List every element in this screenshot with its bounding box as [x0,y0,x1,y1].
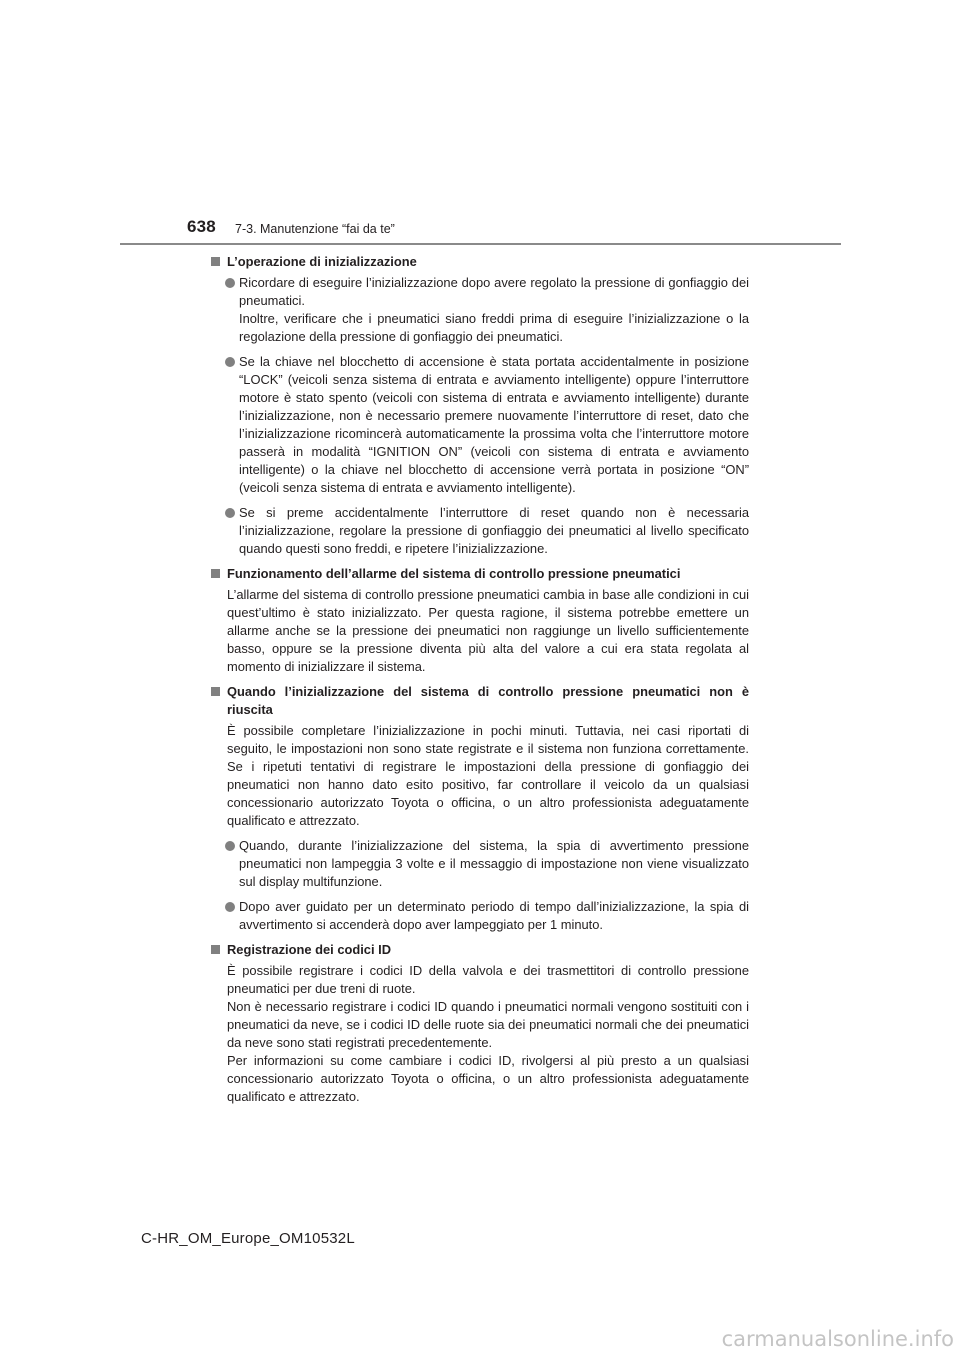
bullet-text: Ricordare di eseguire l’inizializzazione dopo avere regolato la pressione di gonfiaggio dei pneumatici. [239,275,749,308]
paragraph-text: L’allarme del sistema di controllo pressione pneumatici cambia in base alle condizioni in cui quest’ultimo è stato inizializzato. Per questa ragione, il sistema potrebbe emettere un allarme anche se la pressione dei pneumatici non raggiunge un livello sufficientemente basso, oppure se la pressione diventa più alta del valore a cui era stata regolata al momento di inizializzare il sistema. [227,587,749,674]
bullet-item [211,898,749,934]
square-bullet-icon [211,257,220,266]
section-title: L’operazione di inizializzazione [227,254,417,269]
section-heading [211,941,749,959]
section-title: Registrazione dei codici ID [227,942,392,957]
section-heading [211,565,749,583]
bullet-text: Inoltre, verificare che i pneumatici siano freddi prima di eseguire l’inizializzazione o la regolazione della pressione di gonfiaggio dei pneumatici. [239,311,749,344]
circle-bullet-icon [225,508,235,518]
page-content [211,253,749,1113]
circle-bullet-icon [225,902,235,912]
section-initialization-failed [211,683,749,934]
section-heading [211,253,749,271]
paragraph [211,962,749,1106]
bullet-item [211,837,749,891]
square-bullet-icon [211,687,220,696]
bullet-item [211,274,749,346]
page-number: 638 [187,217,216,236]
square-bullet-icon [211,569,220,578]
bullet-item [211,504,749,558]
bullet-text: Se la chiave nel blocchetto di accensione è stata portata accidentalmente in posizione “LOCK” (veicoli senza sistema di entrata e avviamento intelligente) oppure l’interruttore motore è stato spento (veicoli con sistema di entrata e avviamento intelligente) durante l’inizializzazione, non è necessario premere nuovamente l’interruttore di reset, dato che l’inizializzazione ricomincerà automaticamente la prossima volta che l’interruttore motore passerà in modalità “IGNITION ON” (veicoli con sistema di entrata e avviamento intelligente) o la chiave nel blocchetto di accensione verrà portata in posizione “ON” (veicoli senza sistema di entrata e avviamento intelligente). [239,354,749,495]
section-header: 7-3. Manutenzione “fai da te” [235,222,395,236]
bullet-text: Quando, durante l’inizializzazione del sistema, la spia di avvertimento pressione pneumatici non lampeggia 3 volte e il messaggio di impostazione non viene visualizzato sul display multifunzione. [239,838,749,889]
bullet-text: Dopo aver guidato per un determinato periodo di tempo dall’inizializzazione, la spia di avvertimento si accenderà dopo aver lampeggiato per 1 minuto. [239,899,749,932]
section-title: Funzionamento dell’allarme del sistema di controllo pressione pneumatici [227,566,681,581]
square-bullet-icon [211,945,220,954]
section-alarm-operation [211,565,749,676]
circle-bullet-icon [225,278,235,288]
watermark: carmanualsonline.info [721,1327,954,1351]
paragraph [211,722,749,830]
section-id-registration [211,941,749,1106]
bullet-text: Se si preme accidentalmente l’interruttore di reset quando non è necessaria l’inizializzazione, regolare la pressione di gonfiaggio dei pneumatici al livello specificato quando questi sono freddi, e ripetere l’inizializzazione. [239,505,749,556]
circle-bullet-icon [225,357,235,367]
header-rule [120,243,841,245]
section-initialization [211,253,749,558]
section-heading [211,683,749,719]
section-title: Quando l’inizializzazione del sistema di controllo pressione pneumatici non è riuscita [227,684,749,717]
paragraph-text: È possibile completare l’inizializzazione in pochi minuti. Tuttavia, nei casi riportati di seguito, le impostazioni non sono state registrate e il sistema non funziona correttamente. Se i ripetuti tentativi di registrare le impostazioni della pressione di gonfiaggio dei pneumatici non hanno dato esito positivo, far controllare il veicolo da un qualsiasi concessionario autorizzato Toyota o officina, o un altro professionista adeguatamente qualificato e attrezzato. [227,723,749,828]
bullet-item [211,353,749,497]
paragraph [211,586,749,676]
paragraph-text: Per informazioni su come cambiare i codici ID, rivolgersi al più presto a un qualsiasi concessionario autorizzato Toyota o officina, o un altro professionista adeguatamente qualificato e attrezzato. [227,1053,749,1104]
paragraph-text: Non è necessario registrare i codici ID quando i pneumatici normali vengono sostituiti con i pneumatici da neve, se i codici ID delle ruote sia dei pneumatici normali che dei pneumatici da neve sono stati registrati precedentemente. [227,999,749,1050]
paragraph-text: È possibile registrare i codici ID della valvola e dei trasmettitori di controllo pressione pneumatici per due treni di ruote. [227,963,749,996]
circle-bullet-icon [225,841,235,851]
footer-doc-code: C-HR_OM_Europe_OM10532L [141,1230,355,1247]
